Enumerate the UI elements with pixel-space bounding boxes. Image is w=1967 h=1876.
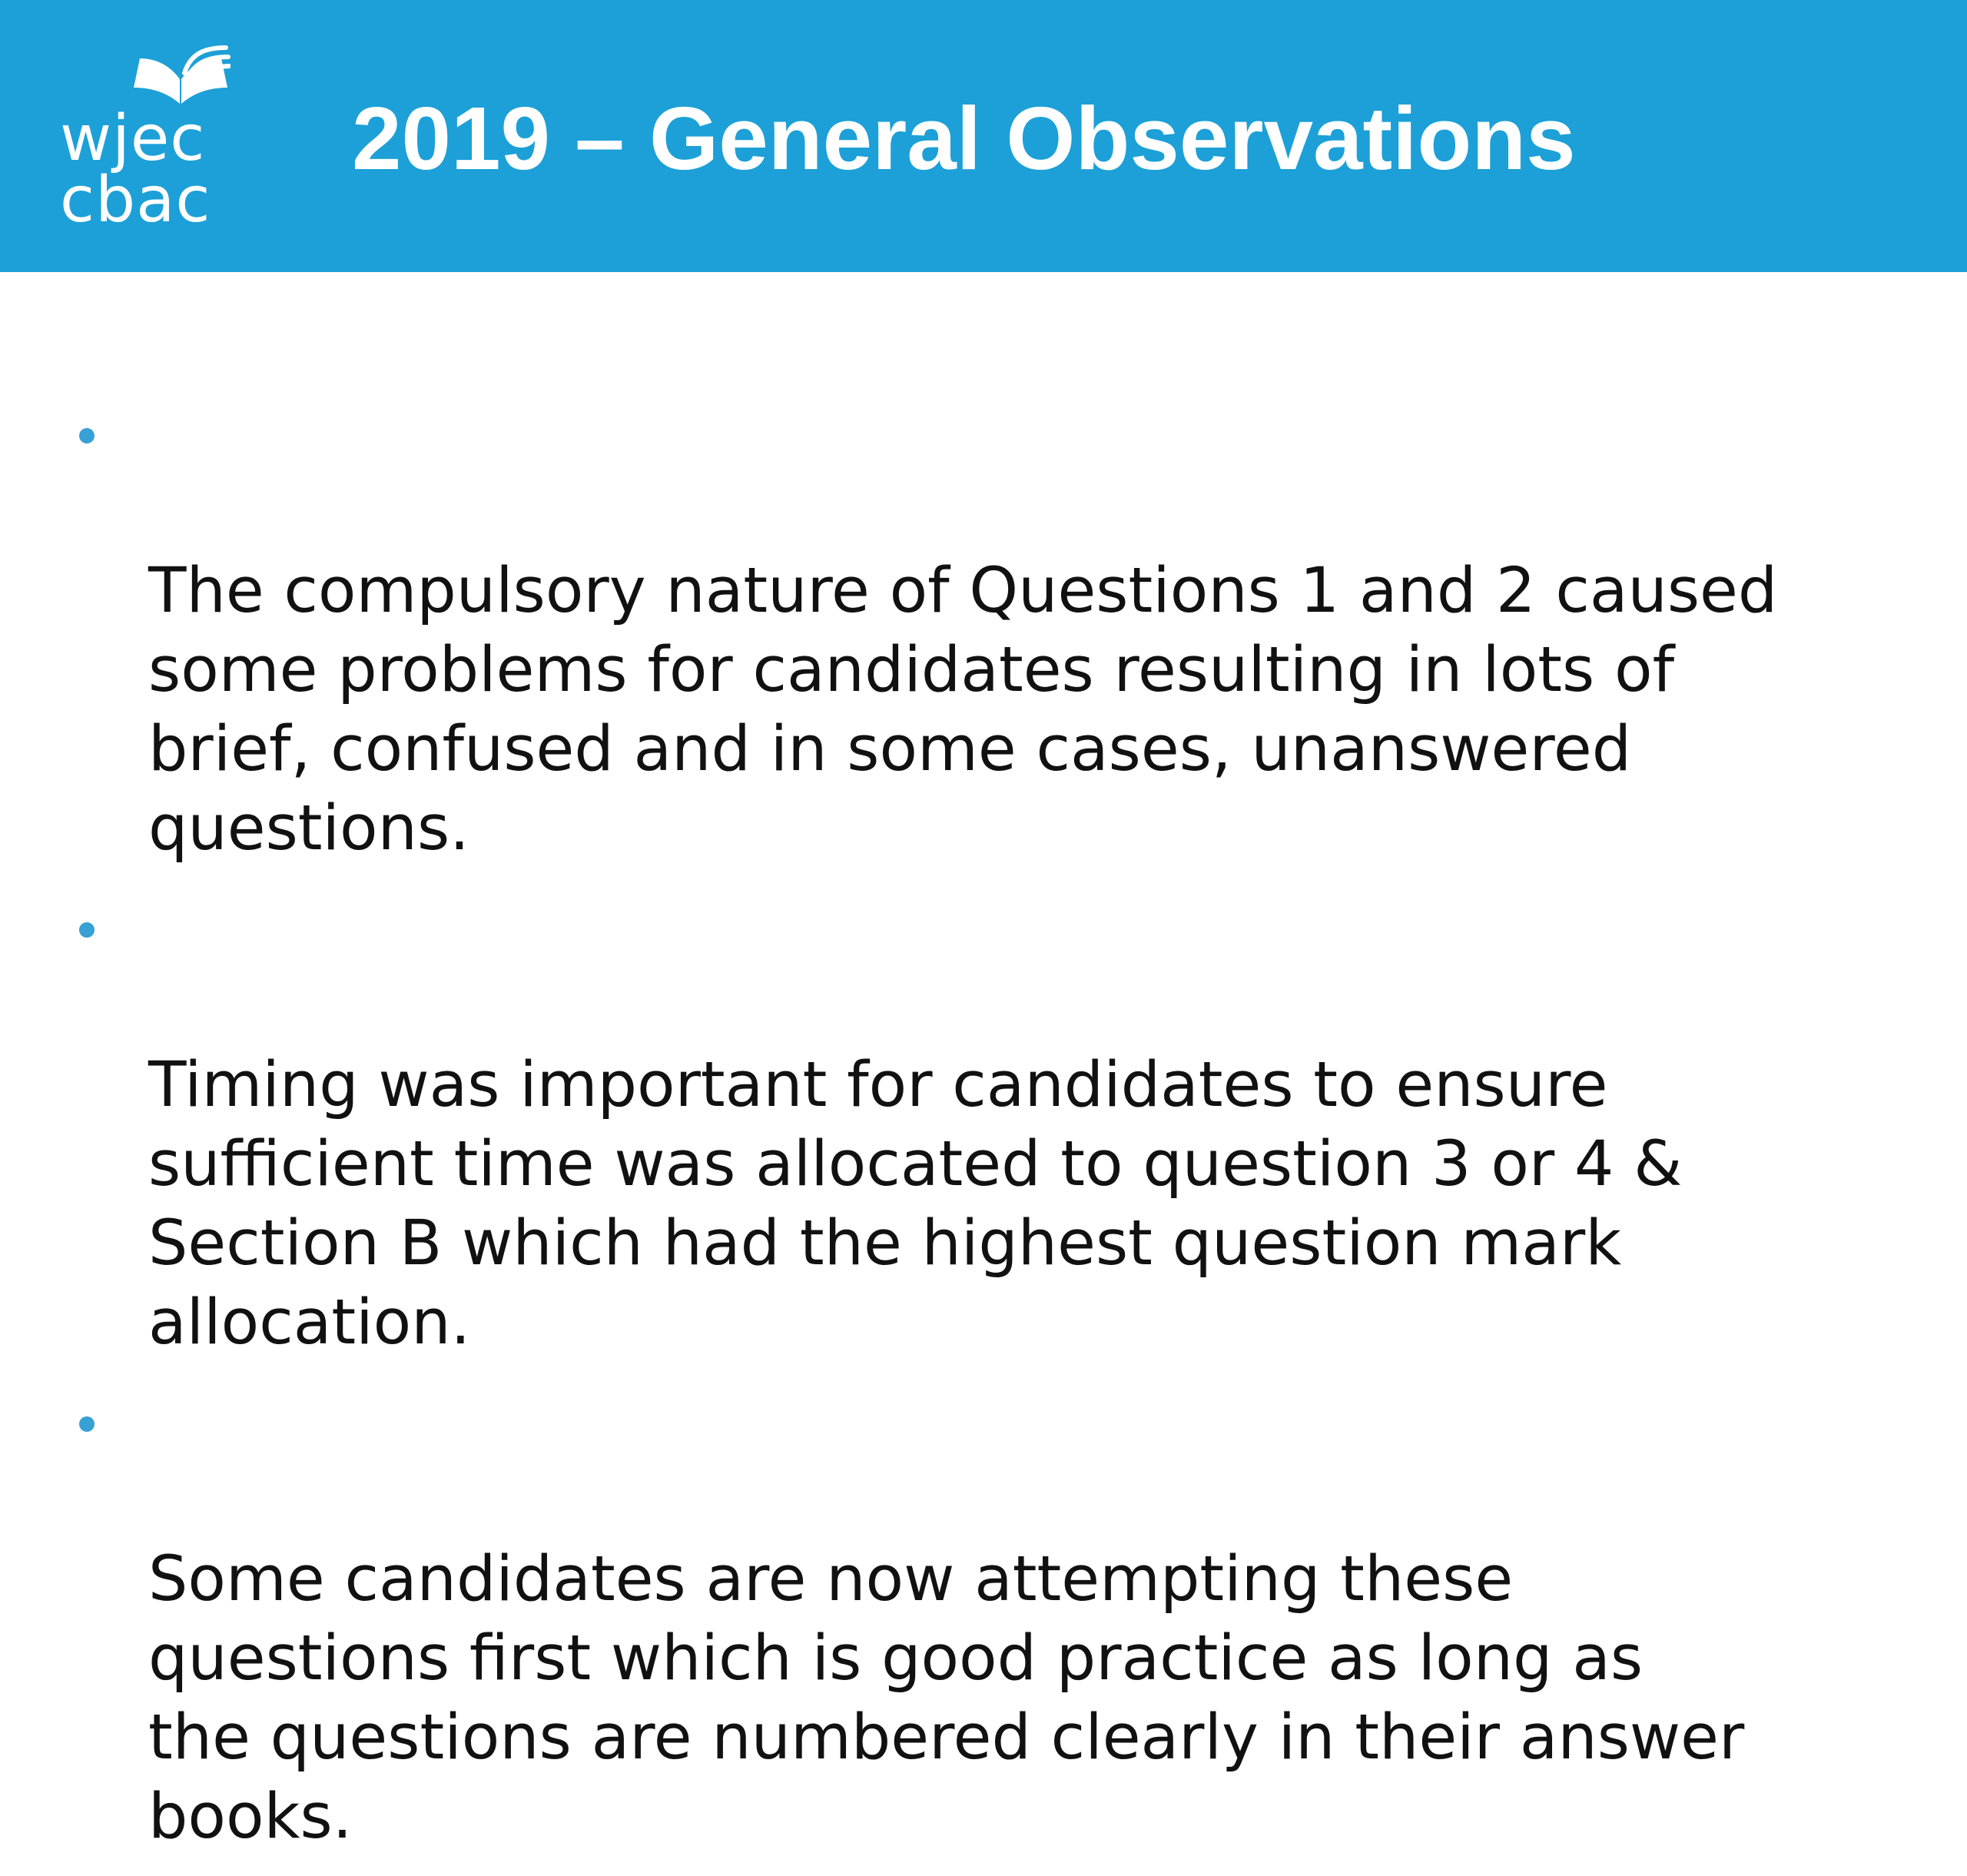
bullet-icon [79, 428, 95, 443]
logo-wordmark-cbac: cbac [60, 164, 211, 237]
header-bar [0, 0, 1967, 272]
observation-text-1: The compulsory nature of Questions 1 and 2 caused some problems for candidates resulting in lots of brief, confused and in some cases, unanswered questions. [148, 555, 1778, 865]
bullet-icon [79, 922, 95, 938]
observation-item-1 [73, 393, 1917, 868]
open-book-icon [131, 45, 231, 108]
observation-text-3: Some candidates are now attempting these questions first which is good practice as long as the questions are numbered clearly in their answer books. [148, 1543, 1745, 1853]
logo-wordmark-wjec: wjec [60, 102, 206, 175]
bullet-icon [79, 1416, 95, 1432]
slide-title: 2019 – General Observations [352, 88, 1576, 188]
wjec-cbac-logo [60, 45, 244, 237]
bullet-content [73, 393, 1917, 1876]
observation-text-2: Timing was important for candidates to ensure sufficient time was allocated to question 3 or 4 & Section B which had the highest question mark allocation. [148, 1049, 1683, 1359]
observation-item-3 [73, 1382, 1917, 1857]
observations-list [73, 393, 1917, 1857]
observation-item-2 [73, 888, 1917, 1363]
